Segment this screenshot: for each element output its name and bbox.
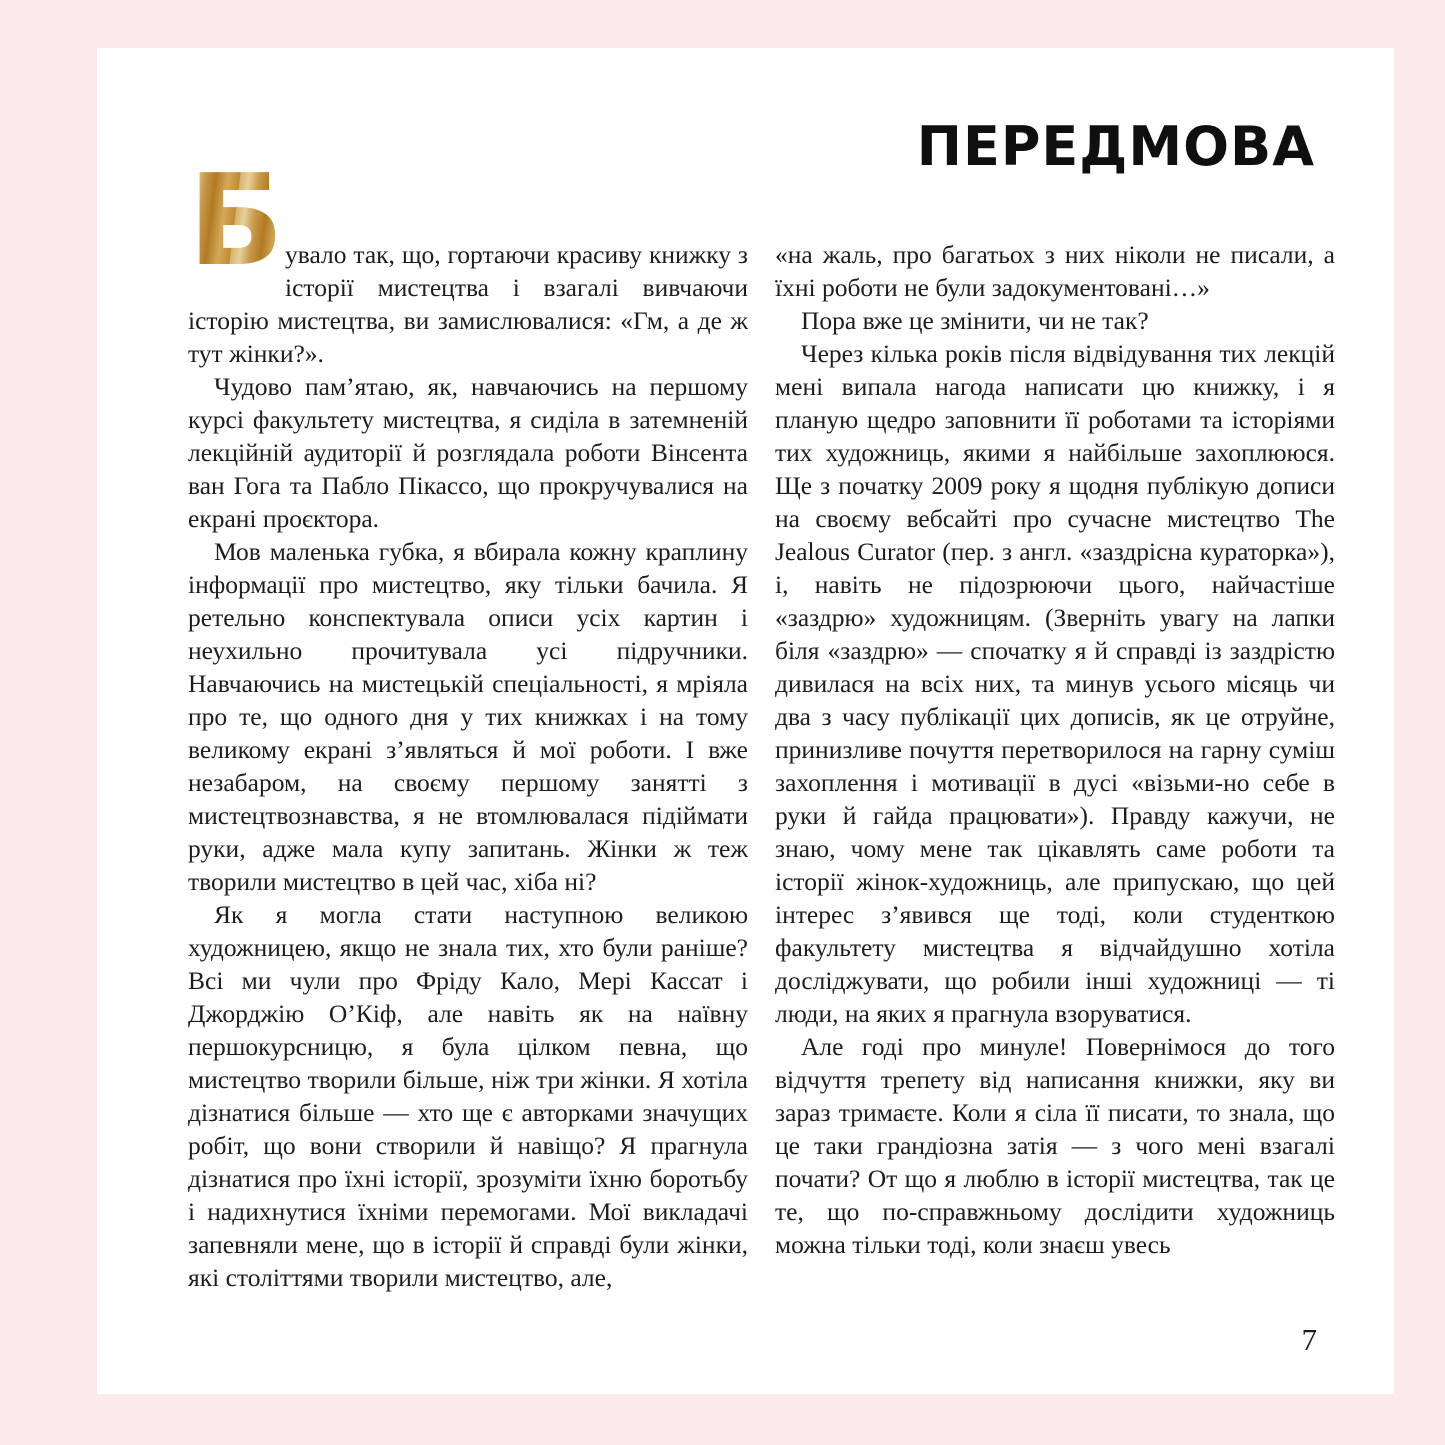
page-title: ПЕРЕДМОВА <box>916 115 1315 178</box>
paragraph: Але годі про минуле! Повернімося до того відчуття трепету від написання книжки, яку ви зараз тримаєте. Коли я сіла її писати, то знала, що це таки грандіозна затія — з чого мені взагалі почати? От що я люблю в історії мистецтва, так це те, що по-справжньому дослідити художниць можна тільки тоді, коли знаєш увесь <box>775 1032 1335 1259</box>
page-number: 7 <box>1301 1322 1317 1357</box>
drop-cap <box>188 147 285 294</box>
paragraph: Мов маленька губка, я вбирала кожну краплину інформації про мистецтво, яку тільки бачила. Я ретельно конспектувала описи усіх картин і неухильно прочитувала усі підручники. Навчаючись на мистецькій спеціальності, я мріяла про те, що одного дня у тих книжках і на тому великому екрані з’являться й мої роботи. І вже незабаром, на своєму першому занятті з мистецтвознавства, я не втомлювалася підіймати руки, адже мала купу запитань. Жінки ж теж творили мистецтво в цей час, хіба ні? <box>188 537 748 896</box>
paragraph-continuation: «на жаль, про багатьох з них ніколи не писали, а їхні роботи не були задокументовані…» <box>775 240 1335 302</box>
drop-cap-letter: Б <box>188 147 285 294</box>
paragraph: Пора вже це змінити, чи не так? <box>801 306 1149 335</box>
left-column <box>188 147 748 1294</box>
book-page <box>97 48 1394 1394</box>
right-column <box>775 238 1335 1294</box>
paragraph: Як я могла стати наступною великою художницею, якщо не знала тих, хто були раніше? Всі ми чули про Фріду Кало, Мері Кассат і Джорджію О’Кіф, але навіть як на наївну першокурсницю, я була цілком певна, що мистецтво творили більше, ніж три жінки. Я хотіла дізнатися більше — хто ще є авторками значущих робіт, що вони створили й навіщо? Я прагнула дізнатися про їхні історії, зрозуміти їхню боротьбу і надихнутися їхніми перемогами. Мої викладачі запевняли мене, що в історії й справді були жінки, які століттями творили мистецтво, але, <box>188 900 748 1292</box>
text-columns <box>188 147 1335 1294</box>
paragraph: Чудово пам’ятаю, як, навчаючись на першому курсі факультету мистецтва, я сиділа в затемненій лекційній аудиторії й розглядала роботи Вінсента ван Гога та Пабло Пікассо, що прокручувалися на екрані проєктора. <box>188 372 748 533</box>
paragraph: Через кілька років після відвідування тих лекцій мені випала нагода написати цю книжку, і я планую щедро заповнити її роботами та історіями тих художниць, якими я найбільше захоплююся. Ще з початку 2009 року я щодня публікую дописи на своєму вебсайті про сучасне мистецтво The Jealous Curator (пер. з англ. «заздрісна кураторка»), і, навіть не підозрюючи цього, найчастіше «заздрю» художницям. (Зверніть увагу на лапки біля «заздрю» — спочатку я й справді із заздрістю дивилася на всіх них, та минув усього місяць чи два з часу публікації цих дописів, як це отруйне, принизливе почуття перетворилося на гарну суміш захоплення і мотивації в дусі «візьми-но себе в руки й гайда працювати»). Правду кажучи, не знаю, чому мене так цікавлять саме роботи та історії жінок-художниць, але припускаю, що цей інтерес з’явився ще тоді, коли студенткою факультету мистецтва я відчайдушно хотіла досліджувати, що робили інші художниці — ті люди, на яких я прагнула взоруватися. <box>775 339 1335 1028</box>
paragraph-text: увало так, що, гортаючи красиву книжку з історії мистецтва і взагалі вивчаючи історію мистецтва, ви замислювалися: «Гм, а де ж тут жінки?». <box>188 240 748 368</box>
paragraph-with-drop-cap <box>188 147 748 370</box>
